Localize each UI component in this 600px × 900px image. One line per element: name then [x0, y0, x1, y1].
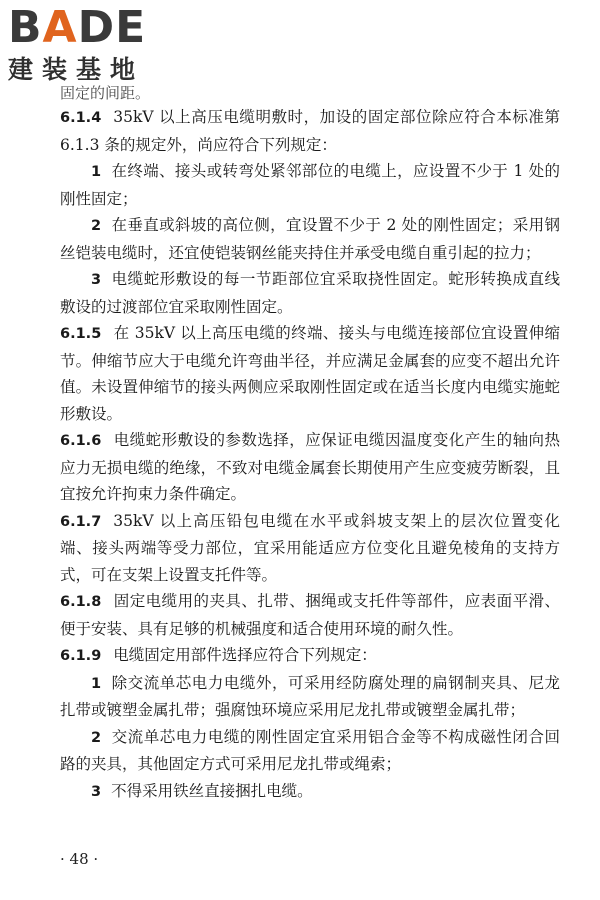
logo-wordmark — [8, 2, 178, 53]
clause-item — [60, 158, 560, 212]
logo-letter-a: A — [42, 2, 78, 53]
item-text: 不得采用铁丝直接捆扎电缆。 — [111, 781, 313, 800]
logo — [8, 2, 178, 90]
clause-item — [60, 670, 560, 724]
clause-item — [60, 724, 560, 778]
item-number: 2 — [91, 729, 102, 746]
clause-number: 6.1.9 — [60, 648, 102, 664]
item-text: 除交流单芯电力电缆外，可采用经防腐处理的扁钢制夹具、尼龙扎带或镀塑金属扎带；强腐蚀环境应采用尼龙扎带或镀塑金属扎带； — [60, 673, 560, 719]
item-number: 3 — [91, 783, 102, 800]
logo-letter-b: B — [8, 2, 43, 53]
clause-number: 6.1.7 — [60, 513, 102, 530]
item-number: 2 — [91, 218, 102, 234]
clause-text: 电缆蛇形敷设的参数选择，应保证电缆因温度变化产生的轴向热应力无损电缆的绝缘，不致对电缆金属套长期使用产生应变疲劳断裂，且宜按允许拘束力条件确定。 — [60, 431, 560, 503]
clause-item — [60, 212, 560, 266]
previous-page-fragment: 固定的间距。 — [60, 84, 151, 102]
clause-6-1-8 — [60, 588, 560, 642]
item-number: 1 — [91, 675, 102, 692]
clause-6-1-6 — [60, 427, 560, 508]
clause-number: 6.1.8 — [60, 594, 102, 610]
item-text: 在终端、接头或转弯处紧邻部位的电缆上，应设置不少于 1 处的刚性固定； — [60, 162, 560, 208]
clause-text: 35kV 以上高压电缆明敷时，加设的固定部位除应符合本标准第 6.1.3 条的规定外，尚应符合下列规定： — [60, 108, 560, 154]
clause-6-1-9 — [60, 642, 560, 670]
page-number: · 48 · — [60, 850, 99, 868]
document-body — [60, 104, 560, 805]
clause-text: 电缆固定用部件选择应符合下列规定： — [113, 646, 377, 664]
item-number: 1 — [91, 164, 102, 180]
logo-letters-de: DE — [77, 2, 147, 53]
item-text: 在垂直或斜坡的高位侧，宜设置不少于 2 处的刚性固定；采用钢丝铠装电缆时，还宜使铠装钢丝能夹持住并承受电缆自重引起的拉力； — [60, 216, 560, 262]
clause-text: 在 35kV 以上高压电缆的终端、接头与电缆连接部位宜设置伸缩节。伸缩节应大于电缆允许弯曲半径，并应满足金属套的应变不超出允许值。未设置伸缩节的接头两侧应采取刚性固定或在适当长度内电缆实施蛇形敷设。 — [60, 324, 560, 423]
clause-text: 固定电缆用的夹具、扎带、捆绳或支托件等部件，应表面平滑、便于安装、具有足够的机械强度和适合使用环境的耐久性。 — [60, 592, 560, 638]
clause-item — [60, 778, 560, 806]
clause-item — [60, 266, 560, 320]
clause-6-1-7 — [60, 508, 560, 589]
clause-6-1-4 — [60, 104, 560, 158]
clause-6-1-5 — [60, 320, 560, 427]
item-number: 3 — [91, 272, 102, 288]
item-text: 交流单芯电力电缆的刚性固定宜采用铝合金等不构成磁性闭合回路的夹具，其他固定方式可采用尼龙扎带或绳索； — [60, 727, 560, 773]
clause-text: 35kV 以上高压铅包电缆在水平或斜坡支架上的层次位置变化端、接头两端等受力部位，宜采用能适应方位变化且避免棱角的支持方式，可在支架上设置支托件等。 — [60, 511, 560, 584]
clause-number: 6.1.6 — [60, 433, 102, 449]
clause-number: 6.1.4 — [60, 110, 102, 126]
clause-number: 6.1.5 — [60, 326, 102, 342]
item-text: 电缆蛇形敷设的每一节距部位宜采取挠性固定。蛇形转换成直线敷设的过渡部位宜采取刚性固定。 — [60, 270, 560, 316]
logo-subtitle: 建装基地 — [8, 55, 145, 84]
